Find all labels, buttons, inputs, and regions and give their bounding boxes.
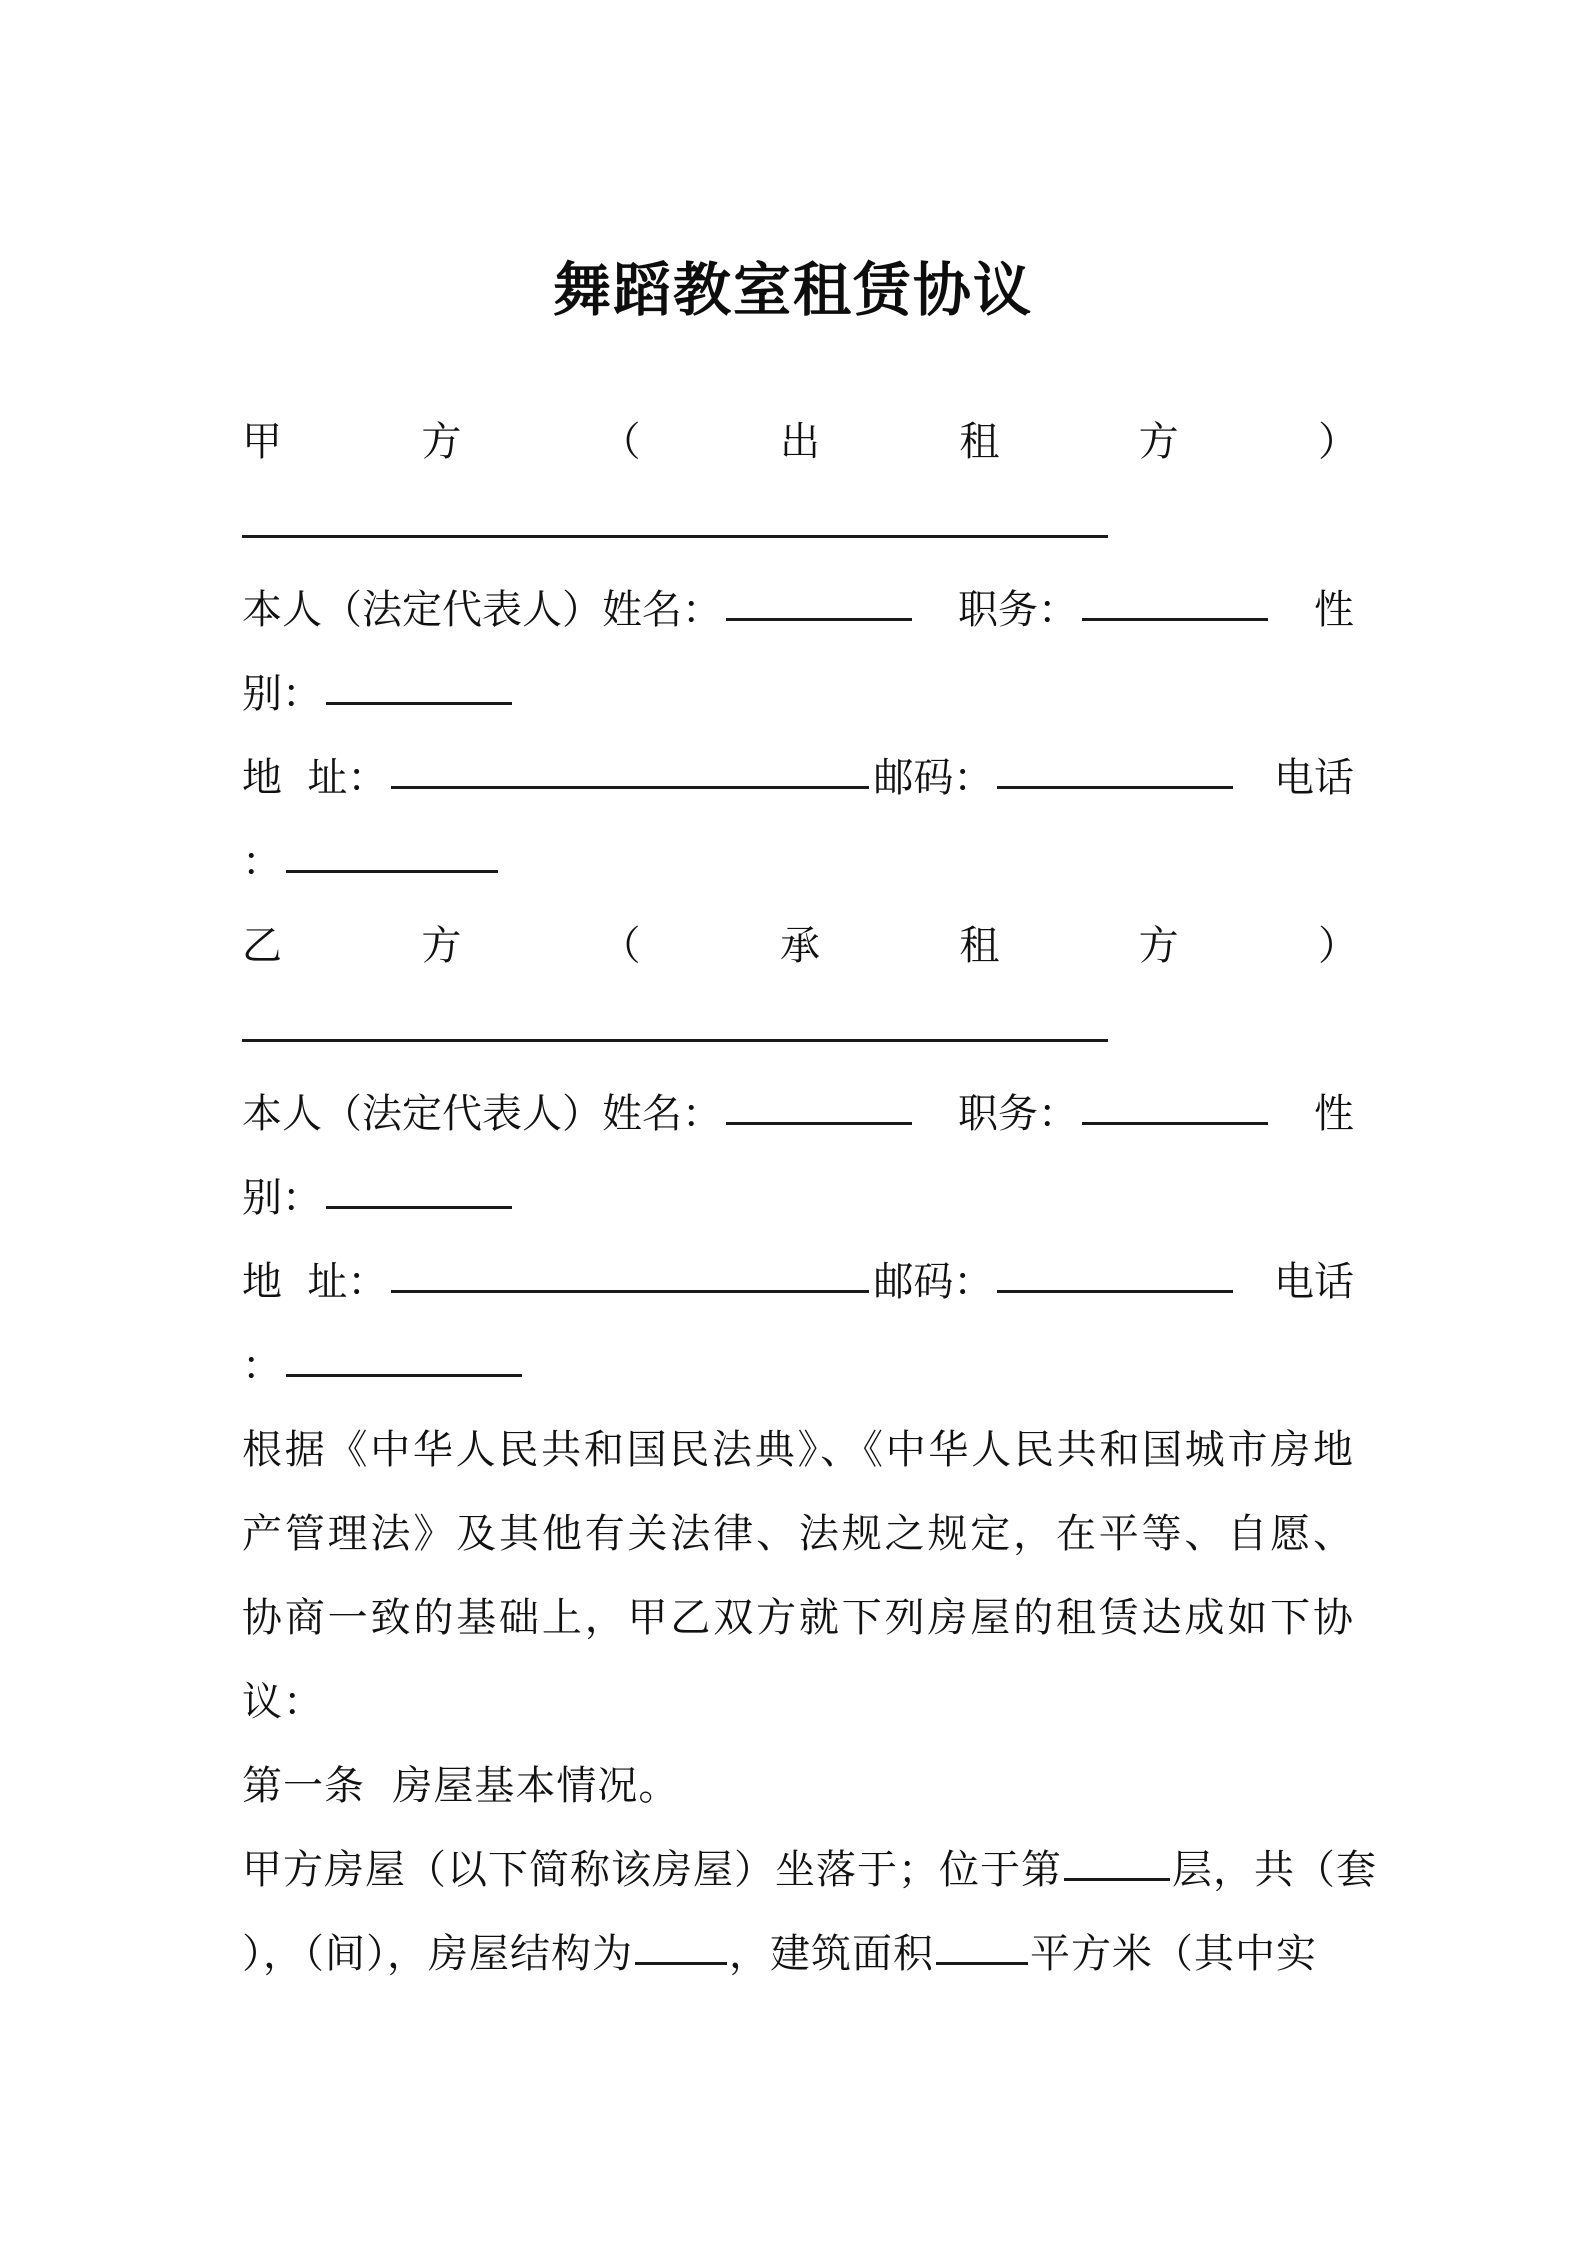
phone-label-cont: ： — [242, 839, 282, 885]
rep-name-label: 本人（法定代表人）姓名： — [242, 1091, 722, 1137]
gender-label-cont: 别： — [242, 1175, 322, 1221]
party-a-label-char: ） — [1317, 419, 1358, 465]
document-title: 舞蹈教室租赁协议 — [552, 256, 1033, 324]
preamble-line: 根据《中华人民共和国民法典》、《中华人民共和国城市房地 — [242, 1427, 1354, 1473]
gender-label-cont: 别： — [242, 671, 322, 717]
party-b-name-blank — [242, 988, 1354, 1072]
party-b-label-char: 方 — [1138, 923, 1179, 969]
party-b-label-char: （ — [600, 923, 641, 969]
rep-name-label: 本人（法定代表人）姓名： — [242, 587, 722, 633]
gender-label: 性 — [1314, 1091, 1354, 1137]
position-blank — [1082, 566, 1268, 621]
preamble-line: 协商一致的基础上，甲乙双方就下列房屋的租赁达成如下协 — [242, 1595, 1354, 1641]
party-a-gender-line — [242, 652, 1354, 736]
party-b-label-char: 承 — [779, 923, 820, 969]
party-a-phone-line — [242, 820, 1354, 904]
article-1-text: ），（间），房屋结构为 — [242, 1931, 633, 1977]
phone-label: 电话 — [1274, 1259, 1354, 1305]
position-label: 职务： — [958, 1091, 1078, 1137]
article-1-text: 甲方房屋（以下简称该房屋）坐落于；位于第 — [242, 1847, 1062, 1893]
article-1-text: ，建筑面积 — [729, 1931, 934, 1977]
party-b-label-char: 乙 — [242, 923, 282, 969]
party-a-label — [242, 400, 1358, 484]
structure-blank — [635, 1910, 727, 1965]
area-blank — [936, 1910, 1028, 1965]
postcode-label: 邮码： — [873, 1259, 994, 1305]
party-b-rep-line — [242, 1072, 1354, 1156]
phone-blank — [286, 1322, 522, 1377]
position-label: 职务： — [958, 587, 1078, 633]
article-1-line — [242, 1912, 1354, 1996]
party-b-address-line — [242, 1240, 1354, 1324]
address-blank — [391, 734, 869, 789]
phone-label: 电话 — [1274, 755, 1354, 801]
article-1-text: 平方米（其中实 — [1030, 1931, 1317, 1977]
party-b-label-char: 方 — [421, 923, 462, 969]
address-blank — [391, 1238, 869, 1293]
rep-name-blank — [726, 566, 912, 621]
postcode-blank — [997, 734, 1233, 789]
party-a-label-char: （ — [600, 419, 641, 465]
address-label: 地 址： — [242, 755, 388, 801]
article-1-line — [242, 1828, 1377, 1912]
postcode-blank — [997, 1238, 1233, 1293]
party-a-label-char: 方 — [1138, 419, 1179, 465]
article-1-text: 层，共（套 — [1172, 1847, 1377, 1893]
party-a-name-blank — [242, 484, 1354, 568]
gender-label: 性 — [1314, 587, 1354, 633]
article-1-heading: 第一条 房屋基本情况。 — [242, 1763, 680, 1809]
preamble-line: 议： — [242, 1679, 324, 1725]
rep-name-blank — [726, 1070, 912, 1125]
postcode-label: 邮码： — [873, 755, 994, 801]
party-b-label-char: ） — [1317, 923, 1358, 969]
address-label: 地 址： — [242, 1259, 388, 1305]
party-a-label-char: 出 — [779, 419, 820, 465]
preamble-line: 产管理法》及其他有关法律、法规之规定，在平等、自愿、 — [242, 1511, 1354, 1557]
floor-blank — [1064, 1826, 1170, 1881]
party-a-label-char: 方 — [421, 419, 462, 465]
gender-blank — [326, 650, 512, 705]
gender-blank — [326, 1154, 512, 1209]
position-blank — [1082, 1070, 1268, 1125]
party-b-phone-line — [242, 1324, 1354, 1408]
party-b-label — [242, 904, 1358, 988]
party-a-rep-line — [242, 568, 1354, 652]
party-a-address-line — [242, 736, 1354, 820]
document-body — [242, 400, 1377, 1996]
party-a-label-char: 甲 — [242, 419, 282, 465]
underline — [242, 535, 1108, 538]
phone-label-cont: ： — [242, 1343, 282, 1389]
phone-blank — [286, 818, 498, 873]
party-a-label-char: 租 — [959, 419, 1000, 465]
underline — [242, 1039, 1108, 1042]
party-b-gender-line — [242, 1156, 1354, 1240]
party-b-label-char: 租 — [959, 923, 1000, 969]
